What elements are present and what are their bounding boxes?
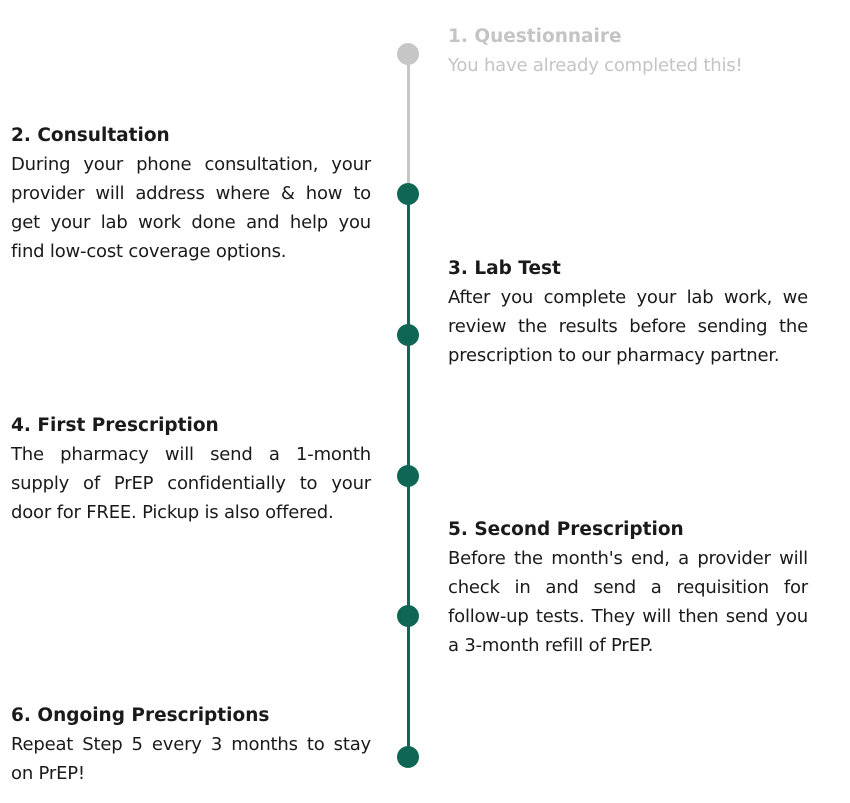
step-5-marker <box>397 605 419 627</box>
step-description: The pharmacy will send a 1-month supply of PrEP confidentially to your door for FREE. Pickup is also offered. <box>11 444 371 523</box>
step-title: 3. Lab Test <box>448 258 561 279</box>
step-1-marker <box>397 43 419 65</box>
step-6-marker <box>397 746 419 768</box>
step-description: Before the month's end, a provider will check in and send a requisition for follow-up tests. They will then send you a 3-month refill of PrEP. <box>448 548 808 656</box>
step-ongoing-prescriptions <box>11 701 371 788</box>
step-4-marker <box>397 465 419 487</box>
step-title: 4. First Prescription <box>11 415 219 436</box>
step-consultation <box>11 121 371 266</box>
step-title: 5. Second Prescription <box>448 519 684 540</box>
step-title: 6. Ongoing Prescriptions <box>11 705 270 726</box>
step-description: Repeat Step 5 every 3 months to stay on PrEP! <box>11 734 371 784</box>
step-questionnaire <box>448 22 808 80</box>
step-description: After you complete your lab work, we review the results before sending the prescription to our pharmacy partner. <box>448 287 808 366</box>
step-title: 1. Questionnaire <box>448 26 622 47</box>
timeline-line-completed <box>407 54 410 194</box>
step-first-prescription <box>11 411 371 527</box>
step-description: During your phone consultation, your provider will address where & how to get your lab work done and help you find low-cost coverage options. <box>11 154 371 262</box>
step-3-marker <box>397 324 419 346</box>
step-2-marker <box>397 183 419 205</box>
step-description: You have already completed this! <box>448 55 743 76</box>
step-lab-test <box>448 254 808 370</box>
step-second-prescription <box>448 515 808 660</box>
step-title: 2. Consultation <box>11 125 170 146</box>
